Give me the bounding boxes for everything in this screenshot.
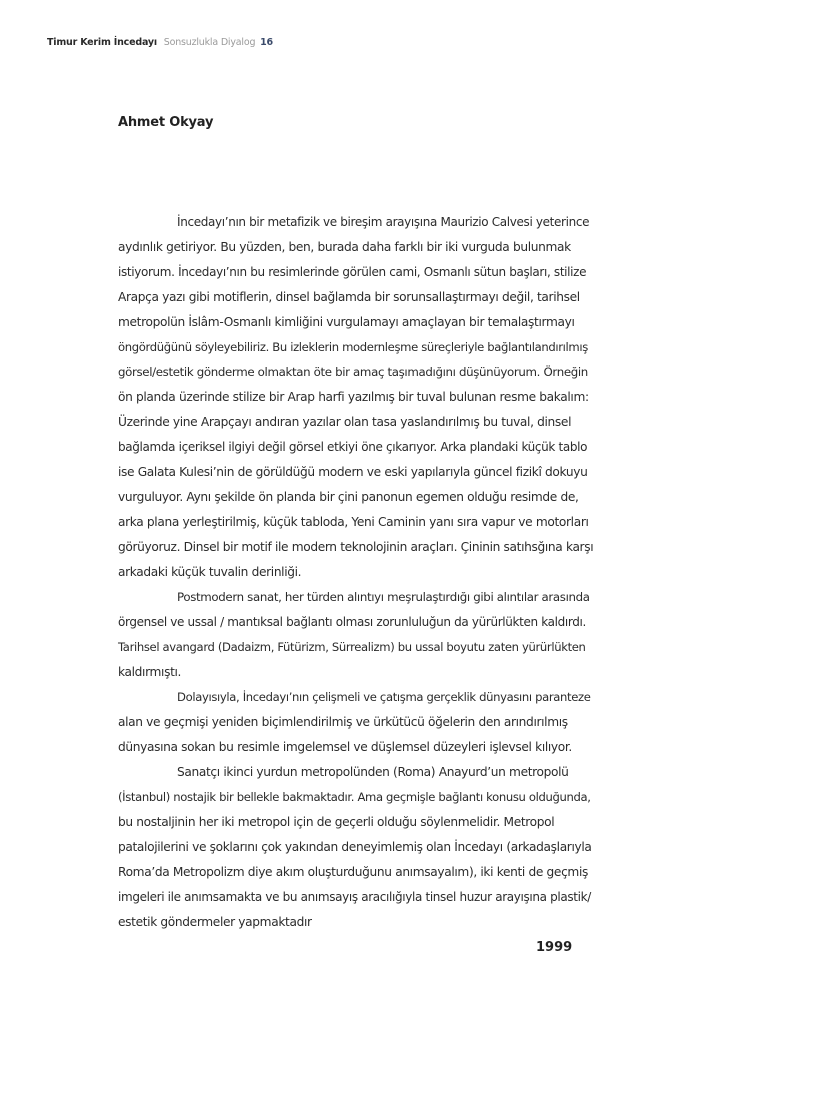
text-line: örgensel ve ussal / mantıksal bağlantı olması zorunluluğun da yürürlükten kaldırdı. <box>118 615 586 629</box>
text-line: ön planda üzerinde stilize bir Arap harfi yazılmış bir tuval bulunan resme bakalım: <box>118 390 589 404</box>
text-line: bu nostaljinin her iki metropol için de geçerli olduğu söylenmelidir. Metropol <box>118 815 555 829</box>
text-line: arkadaki küçük tuvalin derinliği. <box>118 565 302 579</box>
essay-year: 1999 <box>536 940 573 955</box>
essay-author: Ahmet Okyay <box>118 115 214 130</box>
text-line: kaldırmıştı. <box>118 665 182 679</box>
text-line: İncedayı’nın bir metafizik ve bireşim arayışına Maurizio Calvesi yeterince <box>177 215 590 229</box>
text-line: istiyorum. İncedayı’nın bu resimlerinde görülen cami, Osmanlı sütun başları, stilize <box>118 265 587 279</box>
text-line: görüyoruz. Dinsel bir motif ile modern teknolojinin araçları. Çininin satıhsğına karşı <box>118 540 594 554</box>
text-line: öngördüğünü söyleyebiliriz. Bu izleklerin modernleşme süreçleriyle bağlantılandırılmış <box>118 340 588 354</box>
text-line: Sanatçı ikinci yurdun metropolünden (Roma) Anayurd’un metropolü <box>177 765 569 779</box>
running-header <box>47 37 273 48</box>
text-line: Postmodern sanat, her türden alıntıyı meşrulaştırdığı gibi alıntılar arasında <box>177 590 590 604</box>
page-number: 16 <box>260 37 273 48</box>
text-line: bağlamda içeriksel ilgiyi değil görsel etkiyi öne çıkarıyor. Arka plandaki küçük tablo <box>118 440 588 454</box>
text-line: aydınlık getiriyor. Bu yüzden, ben, burada daha farklı bir iki vurguda bulunmak <box>118 240 571 254</box>
text-line: Tarihsel avangard (Dadaizm, Fütürizm, Sürrealizm) bu ussal boyutu zaten yürürlükten <box>118 640 586 654</box>
text-line: (İstanbul) nostajik bir bellekle bakmaktadır. Ama geçmişle bağlantı konusu olduğunda, <box>118 790 591 804</box>
text-line: Roma’da Metropolizm diye akım oluşturduğunu anımsayalım), iki kenti de geçmiş <box>118 865 588 879</box>
essay-body <box>118 210 593 935</box>
header-book-title: Sonsuzlukla Diyalog <box>163 37 256 48</box>
text-line: görsel/estetik gönderme olmaktan öte bir amaç taşımadığını düşünüyorum. Örneğin <box>118 365 588 379</box>
text-line: arka plana yerleştirilmiş, küçük tabloda, Yeni Caminin yanı sıra vapur ve motorları <box>118 515 589 529</box>
text-line: ise Galata Kulesi’nin de görüldüğü modern ve eski yapılarıyla güncel fizikî dokuyu <box>118 465 588 479</box>
text-line: alan ve geçmişi yeniden biçimlendirilmiş ve ürkütücü öğelerin den arındırılmış <box>118 715 568 729</box>
text-line: Üzerinde yine Arapçayı andıran yazılar olan tasa yaslandırılmış bu tuval, dinsel <box>118 415 572 429</box>
header-author: Timur Kerim İncedayı <box>47 37 157 48</box>
text-line: vurguluyor. Aynı şekilde ön planda bir çini panonun egemen olduğu resimde de, <box>118 490 579 504</box>
text-line: estetik göndermeler yapmaktadır <box>118 915 312 929</box>
text-line: Arapça yazı gibi motiflerin, dinsel bağlamda bir sorunsallaştırmayı değil, tarihsel <box>118 290 580 304</box>
text-line: imgeleri ile anımsamakta ve bu anımsayış aracılığıyla tinsel huzur arayışına plastik/ <box>118 890 591 904</box>
text-line: dünyasına sokan bu resimle imgelemsel ve düşlemsel düzeyleri işlevsel kılıyor. <box>118 740 572 754</box>
text-line: Dolayısıyla, İncedayı’nın çelişmeli ve çatışma gerçeklik dünyasını paranteze <box>177 690 591 704</box>
text-line: patalojilerini ve şoklarını çok yakından deneyimlemiş olan İncedayı (arkadaşlarıyla <box>118 840 592 854</box>
text-line: metropolün İslâm-Osmanlı kimliğini vurgulamayı amaçlayan bir temalaştırmayı <box>118 315 575 329</box>
